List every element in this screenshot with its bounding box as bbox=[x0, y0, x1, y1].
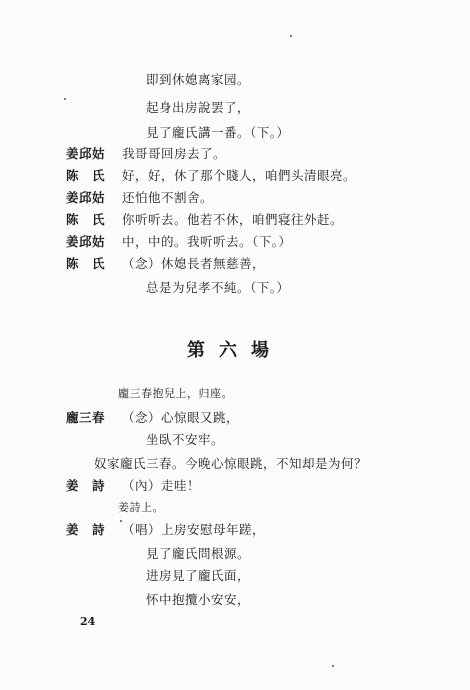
line-text: 坐臥不安牢。 bbox=[146, 432, 225, 447]
line-text: 还怕他不割舍。 bbox=[122, 190, 214, 205]
line-text: 好，好，休了那个賤人，咱們头清眼亮。 bbox=[122, 168, 357, 183]
line-text: 总是为兒孝不純。（下。） bbox=[146, 280, 290, 295]
stage-direction: 龐三春抱兒上，归座。 bbox=[118, 387, 233, 400]
page-number: 24 bbox=[80, 615, 96, 628]
line-text: 起身出房說罢了， bbox=[146, 100, 251, 115]
speaker-name: 陈 氏 bbox=[66, 256, 106, 271]
line-text: 見了龐氏問根源。 bbox=[146, 546, 251, 561]
speaker-name: 陈 氏 bbox=[66, 212, 106, 227]
line-text: （念）心惊眼又跳， bbox=[122, 410, 240, 425]
print-speck bbox=[290, 35, 292, 37]
line-text: 見了龐氏講一番。（下。） bbox=[146, 125, 290, 140]
line-text: 中，中的。我听听去。（下。） bbox=[122, 234, 292, 249]
speaker-name: 姜 詩 bbox=[66, 478, 106, 493]
print-speck bbox=[332, 665, 334, 667]
line-text: 怀中抱攬小安安， bbox=[146, 592, 251, 607]
speaker-name: 姜邱姑 bbox=[66, 234, 106, 249]
line-text: 进房見了龐氏面， bbox=[146, 568, 251, 583]
print-speck bbox=[120, 520, 122, 522]
speaker-name: 姜 詩 bbox=[66, 522, 106, 537]
line-text: （念）休媳長者無慈善， bbox=[122, 256, 266, 271]
speaker-name: 姜邱姑 bbox=[66, 146, 106, 161]
print-speck bbox=[64, 98, 66, 100]
speaker-name: 龐三春 bbox=[66, 410, 106, 425]
speaker-name: 陈 氏 bbox=[66, 168, 106, 183]
line-text: （內）走哇！ bbox=[122, 478, 201, 493]
line-text: 奴家龐氏三春。今晚心惊眼跳，不知却是为何？ bbox=[94, 456, 368, 471]
line-text: 我哥哥回房去了。 bbox=[122, 146, 227, 161]
speaker-name: 姜邱姑 bbox=[66, 190, 106, 205]
line-text: 你听听去。他若不休，咱們寝往外赶。 bbox=[122, 212, 344, 227]
line-text: 即到休媳离家园。 bbox=[146, 72, 251, 87]
stage-direction: 姜詩上。 bbox=[118, 501, 164, 514]
scene-title: 第六場 bbox=[187, 340, 283, 361]
line-text: （唱）上房安慰母年蹉， bbox=[122, 522, 266, 537]
